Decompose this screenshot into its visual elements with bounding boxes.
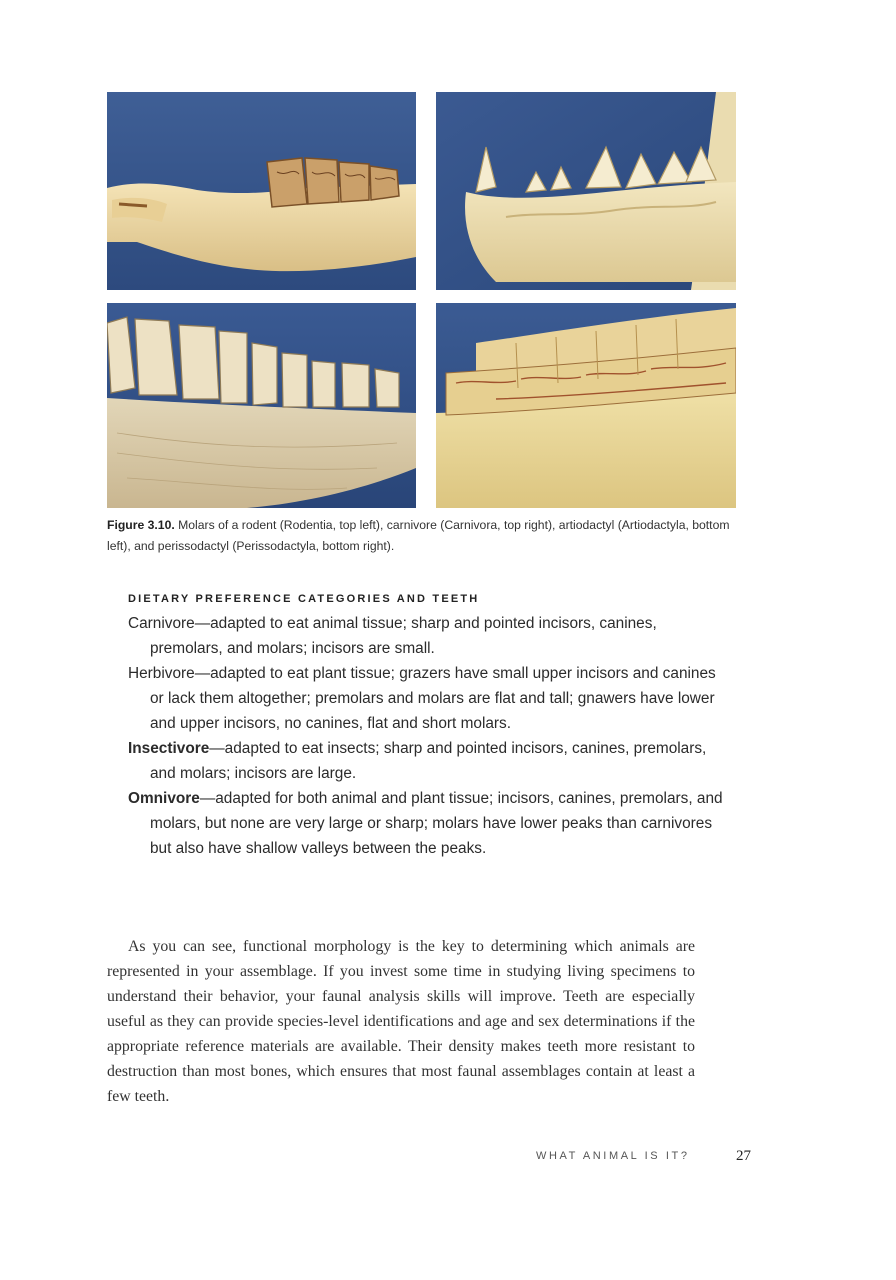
- body-paragraph: As you can see, functional morphology is the key to determining which animals are represented in your assemblage. If you invest some time in studying living specimens to understand their behavior, your faunal analysis skills will improve. Teeth are especially useful as they can provide species-level identifications and age and sex determinations if the appropriate reference materials are available. Their density makes teeth more resistant to destruction than most bones, which ensures that most faunal assemblages contain at least a few teeth.: [107, 938, 695, 1105]
- perissodactyl-jaw-photo: [436, 303, 736, 508]
- page-number: 27: [736, 1148, 751, 1164]
- entry-text: —adapted to eat animal tissue; sharp and pointed incisors, canines, premolars, and molars; incisors are small.: [150, 615, 657, 657]
- body-text: [107, 934, 695, 1109]
- dietary-categories-box: [128, 590, 728, 861]
- artiodactyl-jaw-photo: [107, 303, 416, 508]
- sidebar-heading: DIETARY PREFERENCE CATEGORIES AND TEETH: [128, 593, 480, 605]
- figure-caption-text: Molars of a rodent (Rodentia, top left), carnivore (Carnivora, top right), artiodactyl (Artiodactyla, bottom left), and perissodactyl (Perissodactyla, bottom right).: [107, 518, 730, 553]
- entry-carnivore: [128, 611, 728, 661]
- carnivore-jaw-photo: [436, 92, 736, 290]
- entry-omnivore: [128, 786, 728, 861]
- entry-herbivore: [128, 661, 728, 736]
- running-head: WHAT ANIMAL IS IT?: [536, 1150, 690, 1162]
- entry-text: —adapted to eat plant tissue; grazers have small upper incisors and canines or lack them altogether; premolars and molars are flat and tall; gnawers have lower and upper incisors, no canines, flat and short molars.: [150, 665, 716, 732]
- entry-term: Herbivore: [128, 665, 195, 682]
- entry-term: Carnivore: [128, 615, 195, 632]
- figure-caption: [107, 515, 747, 557]
- entry-term: Omnivore: [128, 790, 200, 807]
- entry-insectivore: [128, 736, 728, 786]
- entry-term: Insectivore: [128, 740, 210, 757]
- entry-text: —adapted for both animal and plant tissue; incisors, canines, premolars, and molars, but none are very large or sharp; molars have lower peaks than carnivores but also have shallow valleys between the peaks.: [150, 790, 723, 857]
- rodent-jaw-photo: [107, 92, 416, 290]
- entry-text: —adapted to eat insects; sharp and pointed incisors, canines, premolars, and molars; incisors are large.: [150, 740, 707, 782]
- figure-label: Figure 3.10.: [107, 518, 175, 532]
